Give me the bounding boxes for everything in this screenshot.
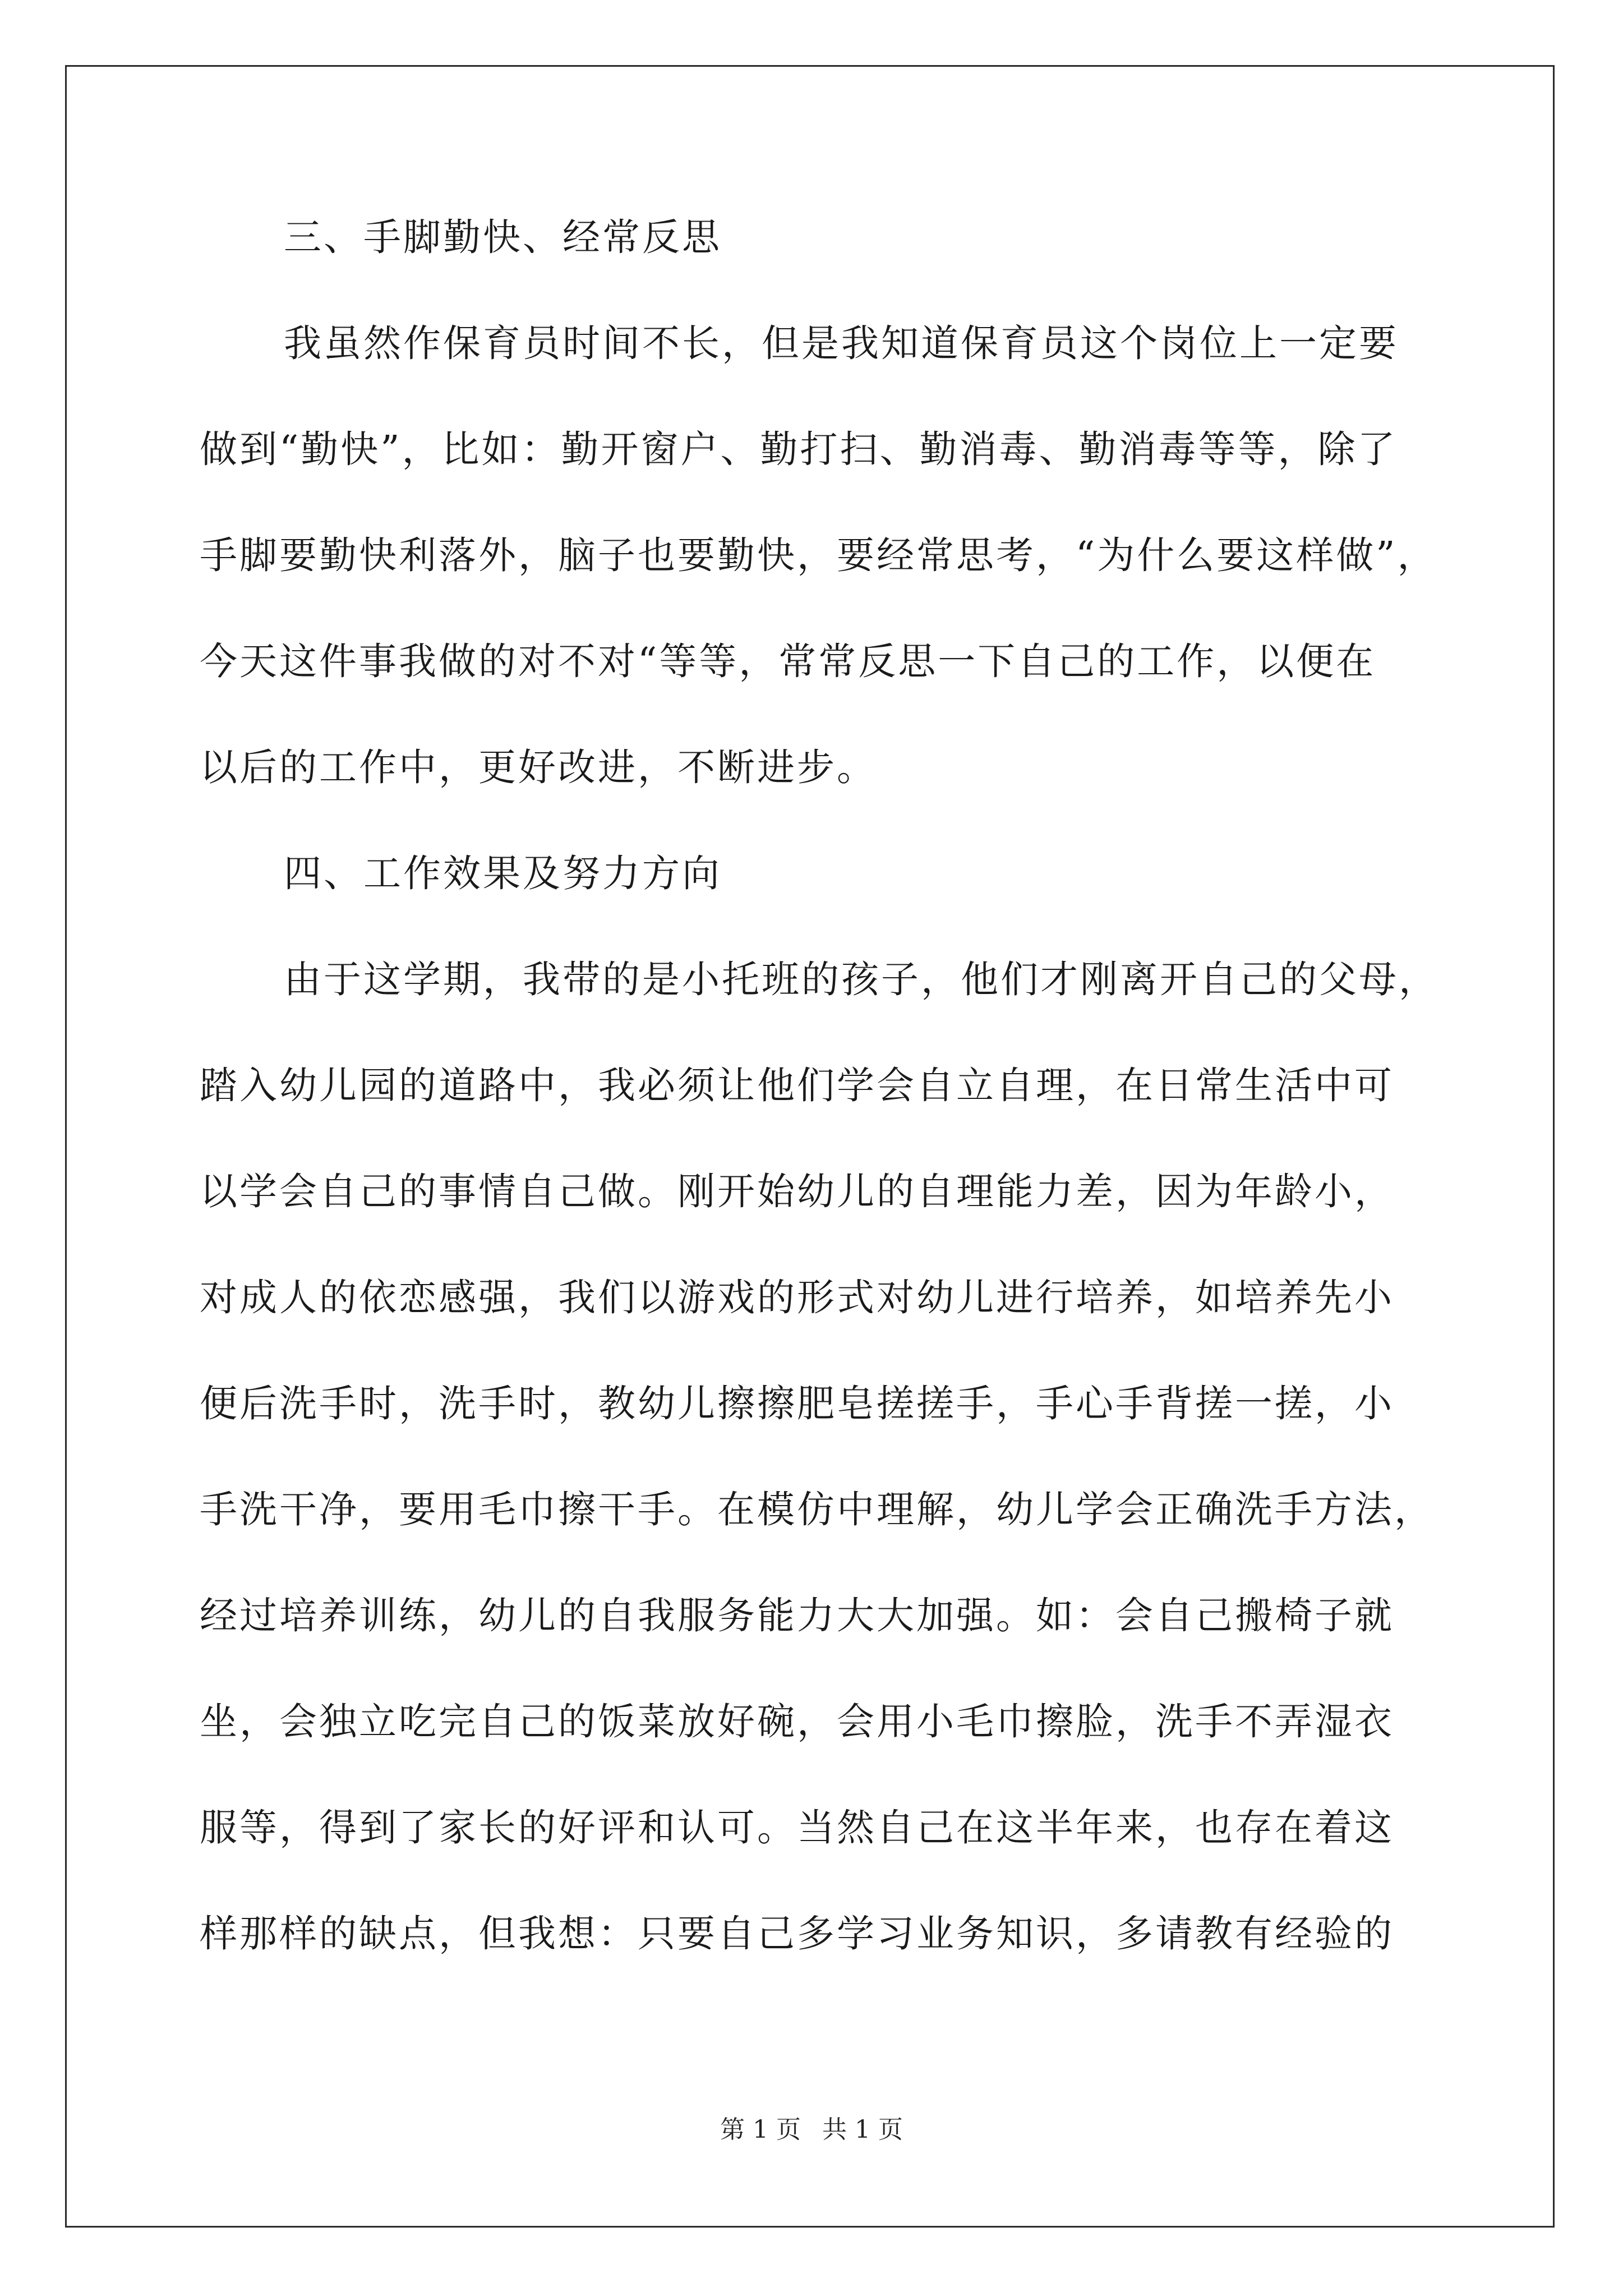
paragraph-line: 以后的工作中，更好改进，不断进步。 xyxy=(200,746,877,789)
paragraph-line: 样那样的缺点，但我想：只要自己多学习业务知识，多请教有经验的 xyxy=(200,1912,1394,1955)
page-number-total: 共 1 页 xyxy=(822,2115,903,2144)
paragraph-line: 以学会自己的事情自己做。刚开始幼儿的自理能力差，因为年龄小， xyxy=(200,1170,1394,1213)
paragraph-line: 便后洗手时，洗手时，教幼儿擦擦肥皂搓搓手，手心手背搓一搓，小 xyxy=(200,1382,1394,1425)
paragraph-line: 经过培养训练，幼儿的自我服务能力大大加强。如：会自己搬椅子就 xyxy=(200,1594,1394,1637)
paragraph-line: 手脚要勤快利落外，脑子也要勤快，要经常思考，“为什么要这样做”， xyxy=(200,533,1437,577)
section-heading-3: 三、手脚勤快、经常反思 xyxy=(284,215,722,259)
paragraph-line: 由于这学期，我带的是小托班的孩子，他们才刚离开自己的父母， xyxy=(284,958,1438,1001)
paragraph-line: 手洗干净，要用毛巾擦干手。在模仿中理解，幼儿学会正确洗手方法， xyxy=(200,1488,1434,1531)
section-heading-4: 四、工作效果及努力方向 xyxy=(284,852,722,895)
paragraph-line: 踏入幼儿园的道路中，我必须让他们学会自立自理，在日常生活中可 xyxy=(200,1064,1394,1107)
page-footer xyxy=(0,2115,1623,2144)
page-number-current: 第 1 页 xyxy=(720,2115,801,2144)
paragraph-line: 今天这件事我做的对不对“等等，常常反思一下自己的工作，以便在 xyxy=(200,639,1376,683)
paragraph-line: 对成人的依恋感强，我们以游戏的形式对幼儿进行培养，如培养先小 xyxy=(200,1276,1394,1319)
paragraph-line: 我虽然作保育员时间不长，但是我知道保育员这个岗位上一定要 xyxy=(284,321,1399,365)
document-body xyxy=(200,215,1534,2021)
paragraph-line: 坐，会独立吃完自己的饭菜放好碗，会用小毛巾擦脸，洗手不弄湿衣 xyxy=(200,1700,1394,1743)
paragraph-line: 服等，得到了家长的好评和认可。当然自己在这半年来，也存在着这 xyxy=(200,1806,1394,1849)
paragraph-line: 做到“勤快”，比如：勤开窗户、勤打扫、勤消毒、勤消毒等等，除了 xyxy=(200,427,1398,471)
